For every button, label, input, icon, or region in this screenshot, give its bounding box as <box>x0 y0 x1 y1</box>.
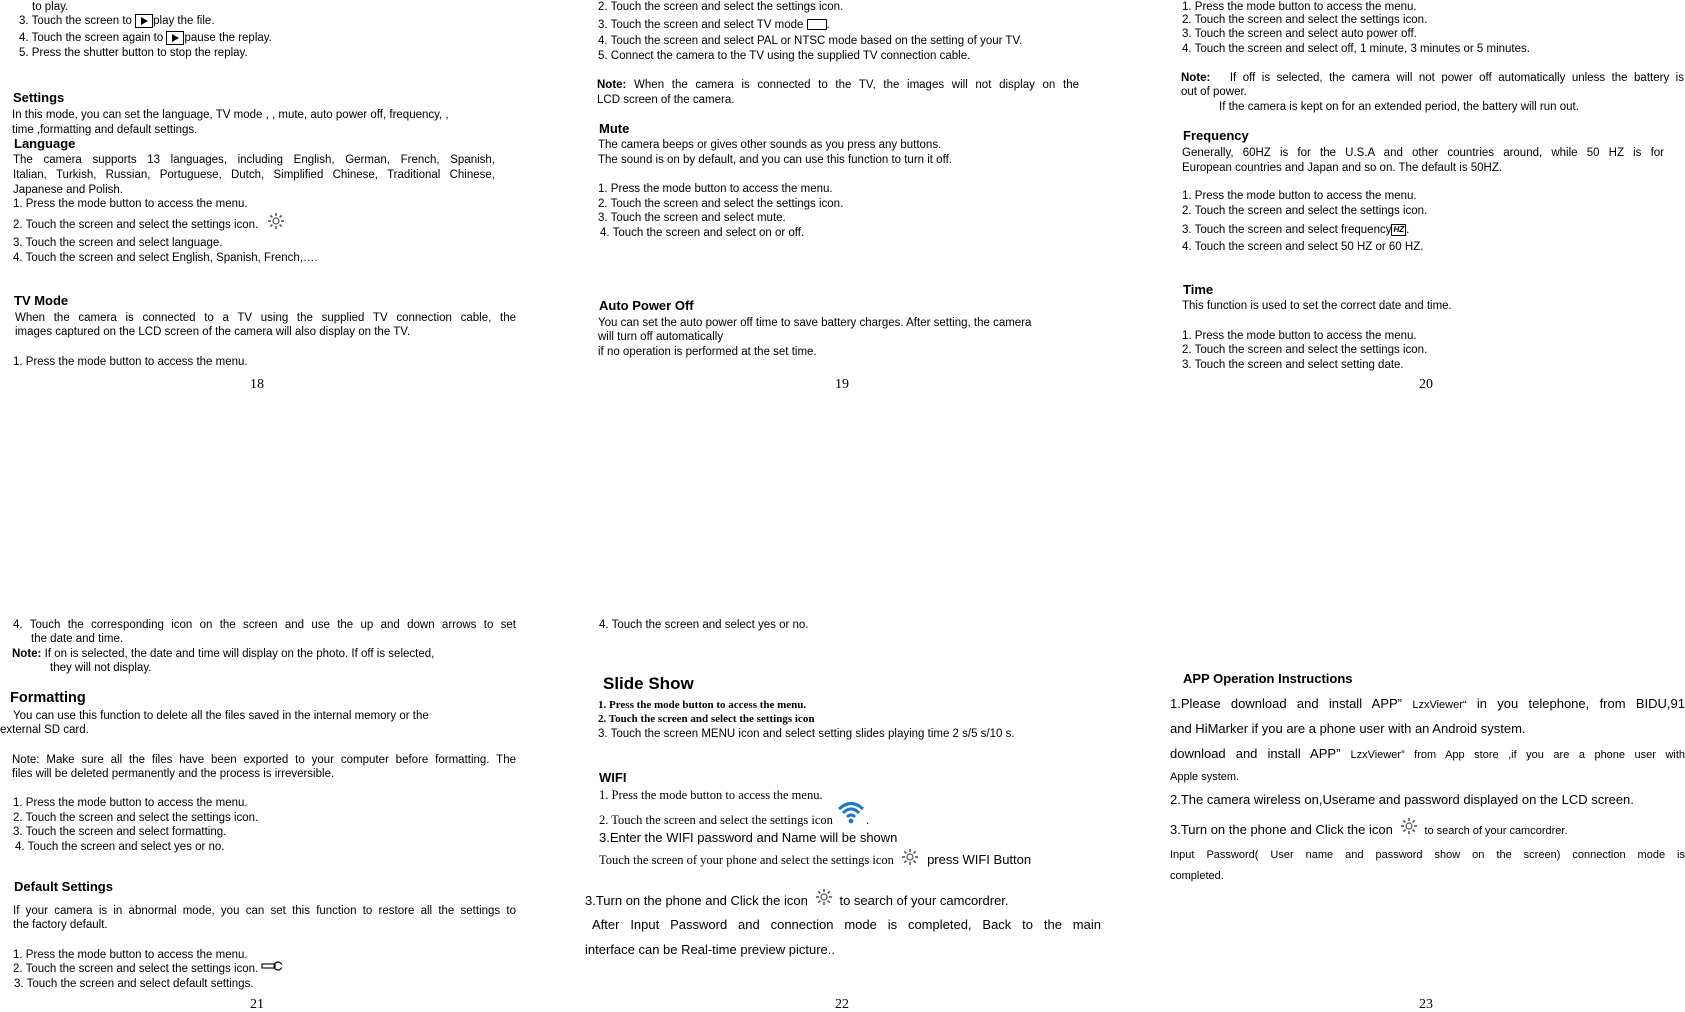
text-line: 2. Touch the screen and select the settings icon . <box>599 813 869 827</box>
text-line: 4. Touch the screen and select on or off. <box>600 227 805 239</box>
text-line: 4. Touch the screen and select English, Spanish, French,…. <box>13 252 318 264</box>
text-line: When the camera is connected to a TV using the supplied TV connection cable, the <box>15 312 516 324</box>
text-line <box>13 218 285 232</box>
text-line: images captured on the LCD screen of the camera will also display on the TV. <box>15 326 411 338</box>
text-line: and HiMarker if you are a phone user with an Android system. <box>1170 721 1526 736</box>
text-span: LzxViewer” from App store ,if you are a phone user with <box>1350 749 1685 761</box>
text-line: 3. Touch the screen and select auto power off. <box>1182 28 1417 40</box>
text-line: 3. Touch the screen and select mute. <box>598 212 786 224</box>
text-line: completed. <box>1170 870 1224 882</box>
text-line: 1. Press the mode button to access the menu. <box>13 797 248 809</box>
page-number: 23 <box>1419 997 1433 1012</box>
text-span: in you telephone, from BIDU,91 <box>1466 696 1685 711</box>
text-line: if no operation is performed at the set time. <box>598 346 817 358</box>
text-line: Apple system. <box>1170 771 1240 783</box>
wifi-icon <box>836 798 866 826</box>
page-number: 21 <box>250 997 264 1012</box>
play-icon <box>135 14 153 28</box>
text-line: 3. Touch the screen and select TV mode . <box>598 19 830 31</box>
text-span: LzxViewer“ <box>1412 699 1467 711</box>
text-line: 2. Touch the screen and select the settings icon. <box>598 198 844 210</box>
text-line <box>12 647 434 661</box>
text-span: to search of your camcordrer. <box>1424 825 1568 837</box>
gear-icon <box>815 888 833 906</box>
text-line <box>585 893 1009 909</box>
text-line: 1. Press the mode button to access the menu. <box>1182 1 1417 13</box>
text-line: 1. Press the mode button to access the menu. <box>1182 190 1417 202</box>
section-heading: Default Settings <box>14 879 113 894</box>
gear-icon <box>901 848 919 866</box>
text-line: Generally, 60HZ is for the U.S.A and other countries around, while 50 HZ is for <box>1182 147 1664 159</box>
section-heading: Language <box>14 136 76 151</box>
text-line: Note: Make sure all the files have been exported to your computer before formatting. The <box>12 754 516 766</box>
text-span: 3. Touch the screen and select TV mode <box>598 19 804 31</box>
section-heading: APP Operation Instructions <box>1183 671 1353 686</box>
text-line: 4. Touch the screen and select PAL or NTSC mode based on the setting of your TV. <box>598 35 1023 47</box>
text-line: 4. Touch the screen and select yes or no. <box>599 619 809 631</box>
text-line: external SD card. <box>0 724 89 736</box>
text-span: When the camera is connected to the TV, the images will not display on the <box>626 79 1079 91</box>
text-line: 3. Touch the screen and select default settings. <box>14 978 254 990</box>
section-heading: Slide Show <box>603 674 694 693</box>
wrench-icon <box>261 960 283 972</box>
gear-icon <box>267 212 285 230</box>
note-label: Note: <box>1181 72 1211 84</box>
text-line: interface can be Real-time preview picture.. <box>585 942 836 957</box>
text-line: If your camera is in abnormal mode, you can set this function to restore all the settings to <box>13 905 516 917</box>
text-line: 1. Press the mode button to access the menu. <box>598 183 833 195</box>
text-line: 2. Touch the screen and select the settings icon <box>598 713 815 725</box>
text-line: 3. Touch the screen and select language. <box>13 237 223 249</box>
page-number: 22 <box>835 997 849 1012</box>
text-line <box>597 78 1079 92</box>
section-heading: Mute <box>599 121 630 136</box>
text-line: 4. Touch the corresponding icon on the screen and use the up and down arrows to set <box>13 619 516 631</box>
text-line: 4. Touch the screen and select off, 1 minute, 3 minutes or 5 minutes. <box>1182 43 1530 55</box>
text-line: the factory default. <box>13 919 108 931</box>
text-line: 1. Press the mode button to access the menu. <box>1182 330 1417 342</box>
text-line: 4. Touch the screen and select yes or no. <box>15 841 225 853</box>
note-label: Note: <box>12 648 42 660</box>
section-heading: WIFI <box>599 770 627 785</box>
text-line: LCD screen of the camera. <box>597 94 735 106</box>
section-heading: Frequency <box>1183 128 1249 143</box>
text-span: to search of your camcordrer. <box>839 893 1009 908</box>
text-span: 3.Turn on the phone and Click the icon <box>585 893 808 908</box>
text-line: The camera supports 13 languages, including English, German, French, Spanish, <box>13 154 495 166</box>
page-number: 19 <box>835 377 849 392</box>
text-line: After Input Password and connection mode is completed, Back to the main <box>592 917 1101 932</box>
text-line: 3.Enter the WIFI password and Name will be shown <box>599 830 898 845</box>
page-number: 20 <box>1419 377 1433 392</box>
text-line <box>13 962 283 976</box>
text-line: 1. Press the mode button to access the menu. <box>599 788 823 802</box>
text-line: If the camera is kept on for an extended period, the battery will run out. <box>1219 101 1579 113</box>
text-line: 3. Touch the screen and select frequency HZ . <box>1182 224 1410 236</box>
text-line: 4. Touch the screen and select 50 HZ or 60 HZ. <box>1182 241 1424 253</box>
text-line: 1. Press the mode button to access the menu. <box>13 198 248 210</box>
text-line: will turn off automatically <box>598 331 724 343</box>
text-line: out of power. <box>1181 86 1247 98</box>
text-line: 1. Press the mode button to access the menu. <box>13 356 248 368</box>
text-line: In this mode, you can set the language, TV mode , , mute, auto power off, frequency, , <box>12 109 449 121</box>
text-span: pause the replay. <box>184 32 272 45</box>
text-line <box>599 853 1031 868</box>
text-span: press WIFI Button <box>927 852 1032 867</box>
text-line: time ,formatting and default settings. <box>12 124 198 136</box>
section-heading: Formatting <box>10 690 86 706</box>
tv-icon <box>807 19 827 30</box>
text-line: 2. Touch the screen and select the settings icon. <box>1182 344 1428 356</box>
text-line: 1. Press the mode button to access the menu. <box>598 699 807 711</box>
text-span: 3. Touch the screen and select frequency <box>1182 224 1392 236</box>
text-span: 3.Turn on the phone and Click the icon <box>1170 822 1393 837</box>
text-span: 2. Touch the screen and select the settings icon <box>599 813 833 827</box>
gear-icon <box>1400 817 1418 835</box>
section-heading: Auto Power Off <box>599 298 694 313</box>
page-number: 18 <box>250 377 264 392</box>
text-span: 2. Touch the screen and select the settings icon. <box>13 963 259 975</box>
text-line <box>1181 71 1684 85</box>
text-line: 3. Touch the screen MENU icon and select setting slides playing time 2 s/5 s/10 s. <box>598 728 1015 740</box>
section-heading: Settings <box>13 90 65 105</box>
hz-icon: HZ <box>1393 224 1405 234</box>
text-line: Input Password( User name and password show on the screen) connection mode is <box>1170 849 1685 861</box>
text-line: You can use this function to delete all the files saved in the internal memory or the <box>13 710 429 722</box>
text-line <box>19 31 272 45</box>
text-line: 2. Touch the screen and select the settings icon. <box>13 812 259 824</box>
text-line: 1. Press the mode button to access the menu. <box>13 949 248 961</box>
section-heading: TV Mode <box>14 293 69 308</box>
text-span: download and install APP” <box>1170 746 1351 761</box>
text-span: play the file. <box>153 15 215 28</box>
text-line: 2. Touch the screen and select the settings icon. <box>1182 205 1428 217</box>
text-line: the date and time. <box>31 633 124 645</box>
text-line: 3. Touch the screen and select setting date. <box>1182 359 1404 371</box>
text-line: 5. Press the shutter button to stop the replay. <box>19 47 248 59</box>
text-line: 5. Connect the camera to the TV using the supplied TV connection cable. <box>598 50 971 62</box>
text-line <box>1170 696 1685 713</box>
text-span: If off is selected, the camera will not power off automatically unless the battery is <box>1229 72 1684 84</box>
text-line <box>19 14 215 28</box>
text-line: 2. Touch the screen and select the settings icon. <box>1182 14 1428 26</box>
text-line: European countries and Japan and so on. The default is 50HZ. <box>1182 162 1503 174</box>
text-line: 2.The camera wireless on,Userame and password displayed on the LCD screen. <box>1170 792 1634 807</box>
text-span: Touch the screen of your phone and select the settings icon <box>599 853 894 867</box>
pause-icon <box>166 31 184 45</box>
note-label: Note: <box>597 79 627 91</box>
text-line: Japanese and Polish. <box>13 184 123 196</box>
text-line: files will be deleted permanently and the process is irreversible. <box>12 768 335 780</box>
text-line: Italian, Turkish, Russian, Portuguese, Dutch, Simplified Chinese, Traditional Chinese, <box>13 169 495 181</box>
text-span: 2. Touch the screen and select the settings icon. <box>13 219 259 231</box>
text-line: The sound is on by default, and you can use this function to turn it off. <box>598 154 952 166</box>
text-span: 3. Touch the screen to <box>19 15 136 28</box>
text-line: 2. Touch the screen and select the settings icon. <box>598 1 844 13</box>
text-line <box>1170 822 1568 839</box>
text-line: You can set the auto power off time to save battery charges. After setting, the camera <box>598 317 1032 329</box>
text-line: The camera beeps or gives other sounds as you press any buttons. <box>598 139 942 151</box>
text-span: If on is selected, the date and time will display on the photo. If off is selected, <box>41 648 435 660</box>
section-heading: Time <box>1183 282 1214 297</box>
text-line: 3. Touch the screen and select formatting. <box>13 826 227 838</box>
text-span: 1.Please download and install APP” <box>1170 696 1413 711</box>
text-line <box>1170 746 1685 763</box>
text-line: they will not display. <box>50 662 152 674</box>
text-line: This function is used to set the correct date and time. <box>1182 300 1452 312</box>
text-line: to play. <box>32 1 69 13</box>
text-span: 4. Touch the screen again to <box>19 32 167 45</box>
